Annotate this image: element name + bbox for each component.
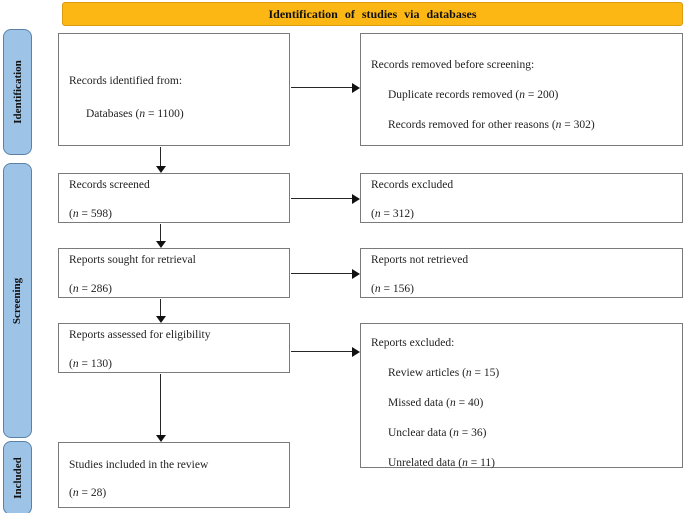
reports-excluded-unclear-data: Unclear data (n = 36)	[388, 427, 487, 439]
arrow-down-3-line	[160, 299, 161, 316]
studies-included-title: Studies included in the review	[69, 459, 209, 471]
box-reports-sought	[58, 248, 290, 298]
stage-label-identification	[3, 29, 32, 155]
banner-label: Identification of studies via databases	[268, 6, 477, 21]
reports-assessed-title: Reports assessed for eligibility	[69, 329, 211, 341]
arrow-down-4-head-icon	[156, 435, 166, 442]
stage-label-included	[3, 441, 32, 513]
reports-not-retrieved-count: (n = 156)	[371, 283, 414, 295]
arrow-right-3-head-icon	[352, 269, 360, 279]
records-excluded-title: Records excluded	[371, 179, 454, 191]
box-records-screened	[58, 173, 290, 223]
box-records-identified	[58, 33, 290, 146]
box-reports-assessed	[58, 323, 290, 373]
arrow-right-2-line	[291, 198, 352, 199]
stage-label-screening	[3, 163, 32, 438]
arrow-right-4-line	[291, 351, 352, 352]
reports-not-retrieved-title: Reports not retrieved	[371, 254, 469, 266]
arrow-down-3-head-icon	[156, 316, 166, 323]
reports-excluded-unrelated-data: Unrelated data (n = 11)	[388, 457, 495, 469]
records-removed-title: Records removed before screening:	[371, 59, 535, 71]
arrow-down-1-head-icon	[156, 166, 166, 173]
stage-label-identification-text: Identification	[11, 60, 24, 124]
records-excluded-count: (n = 312)	[371, 208, 414, 220]
arrow-down-4-line	[160, 374, 161, 435]
reports-excluded-title: Reports excluded:	[371, 337, 455, 349]
arrow-down-2-line	[160, 224, 161, 241]
studies-included-count: (n = 28)	[69, 487, 107, 499]
arrow-right-1-head-icon	[352, 83, 360, 93]
arrow-down-1-line	[160, 147, 161, 166]
reports-sought-title: Reports sought for retrieval	[69, 254, 196, 266]
arrow-down-2-head-icon	[156, 241, 166, 248]
records-screened-title: Records screened	[69, 179, 150, 191]
box-studies-included	[58, 442, 290, 508]
box-records-removed	[360, 33, 683, 146]
records-removed-duplicates: Duplicate records removed (n = 200)	[388, 89, 559, 101]
box-reports-excluded	[360, 323, 683, 468]
records-screened-count: (n = 598)	[69, 208, 112, 220]
arrow-right-2-head-icon	[352, 194, 360, 204]
reports-assessed-count: (n = 130)	[69, 358, 112, 370]
arrow-right-3-line	[291, 273, 352, 274]
box-reports-not-retrieved	[360, 248, 683, 298]
records-identified-title: Records identified from:	[69, 75, 183, 87]
stage-label-screening-text: Screening	[11, 277, 24, 324]
stage-label-included-text: Included	[11, 457, 24, 499]
banner-identification-of-studies	[62, 2, 683, 26]
box-records-excluded	[360, 173, 683, 223]
records-removed-other: Records removed for other reasons (n = 302)	[388, 119, 595, 131]
records-identified-databases: Databases (n = 1100)	[86, 108, 184, 120]
reports-excluded-review-articles: Review articles (n = 15)	[388, 367, 500, 379]
reports-sought-count: (n = 286)	[69, 283, 112, 295]
arrow-right-4-head-icon	[352, 347, 360, 357]
reports-excluded-missed-data: Missed data (n = 40)	[388, 397, 484, 409]
arrow-right-1-line	[291, 87, 352, 88]
